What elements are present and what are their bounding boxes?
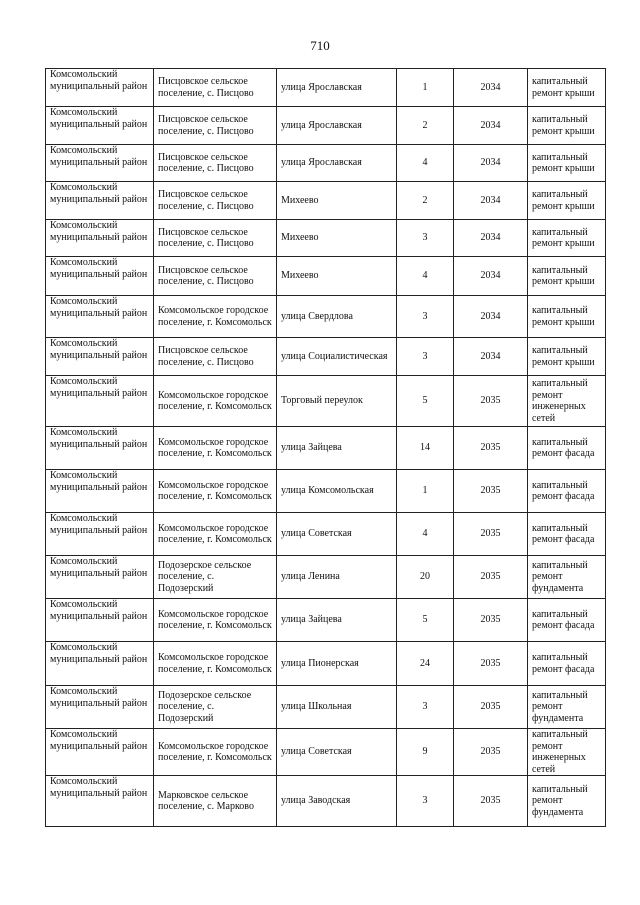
district-cell: Комсомольский муниципальный район: [46, 376, 154, 427]
work-type-cell: капитальный ремонт крыши: [528, 145, 606, 182]
settlement-cell: Комсомольское городское поселение, г. Комсомольск: [154, 729, 277, 776]
settlement-cell: Подозерское сельское поселение, с. Подозерский: [154, 686, 277, 729]
settlement-cell: Марковское сельское поселение, с. Марково: [154, 776, 277, 827]
settlement-cell: Писцовское сельское поселение, с. Писцово: [154, 338, 277, 376]
district-cell: Комсомольский муниципальный район: [46, 642, 154, 686]
work-type-cell: капитальный ремонт крыши: [528, 182, 606, 220]
work-type-cell: капитальный ремонт крыши: [528, 338, 606, 376]
work-type-cell: капитальный ремонт фасада: [528, 470, 606, 513]
street-cell: Михеево: [277, 257, 397, 296]
district-cell: Комсомольский муниципальный район: [46, 107, 154, 145]
work-type-cell: капитальный ремонт крыши: [528, 220, 606, 257]
settlement-cell: Комсомольское городское поселение, г. Комсомольск: [154, 376, 277, 427]
year-cell: 2035: [454, 513, 528, 556]
house-number-cell: 20: [397, 556, 454, 599]
house-number-cell: 3: [397, 220, 454, 257]
work-type-cell: капитальный ремонт фундамента: [528, 556, 606, 599]
district-cell: Комсомольский муниципальный район: [46, 599, 154, 642]
house-number-cell: 3: [397, 296, 454, 338]
house-number-cell: 4: [397, 145, 454, 182]
house-number-cell: 3: [397, 686, 454, 729]
settlement-cell: Писцовское сельское поселение, с. Писцово: [154, 107, 277, 145]
street-cell: улица Ярославская: [277, 145, 397, 182]
year-cell: 2034: [454, 145, 528, 182]
page-number: 710: [310, 38, 330, 53]
district-cell: Комсомольский муниципальный район: [46, 729, 154, 776]
district-cell: Комсомольский муниципальный район: [46, 470, 154, 513]
street-cell: улица Ленина: [277, 556, 397, 599]
settlement-cell: Писцовское сельское поселение, с. Писцово: [154, 257, 277, 296]
street-cell: улица Комсомольская: [277, 470, 397, 513]
house-number-cell: 1: [397, 470, 454, 513]
house-number-cell: 5: [397, 376, 454, 427]
district-cell: Комсомольский муниципальный район: [46, 296, 154, 338]
year-cell: 2035: [454, 729, 528, 776]
street-cell: улица Советская: [277, 513, 397, 556]
work-type-cell: капитальный ремонт фасада: [528, 427, 606, 470]
table-row: [46, 427, 606, 470]
house-number-cell: 4: [397, 257, 454, 296]
district-cell: Комсомольский муниципальный район: [46, 145, 154, 182]
settlement-cell: Писцовское сельское поселение, с. Писцово: [154, 220, 277, 257]
work-type-cell: капитальный ремонт крыши: [528, 69, 606, 107]
house-number-cell: 1: [397, 69, 454, 107]
work-type-cell: капитальный ремонт крыши: [528, 296, 606, 338]
table-row: [46, 729, 606, 776]
settlement-cell: Комсомольское городское поселение, г. Комсомольск: [154, 513, 277, 556]
house-number-cell: 2: [397, 182, 454, 220]
table-row: [46, 182, 606, 220]
table-row: [46, 107, 606, 145]
street-cell: улица Социалистическая: [277, 338, 397, 376]
year-cell: 2035: [454, 376, 528, 427]
house-number-cell: 14: [397, 427, 454, 470]
housing-repair-table: [45, 68, 606, 827]
work-type-cell: капитальный ремонт фундамента: [528, 686, 606, 729]
street-cell: Михеево: [277, 182, 397, 220]
district-cell: Комсомольский муниципальный район: [46, 556, 154, 599]
table-row: [46, 686, 606, 729]
year-cell: 2034: [454, 69, 528, 107]
district-cell: Комсомольский муниципальный район: [46, 338, 154, 376]
district-cell: Комсомольский муниципальный район: [46, 182, 154, 220]
street-cell: улица Свердлова: [277, 296, 397, 338]
table-row: [46, 376, 606, 427]
street-cell: улица Заводская: [277, 776, 397, 827]
house-number-cell: 5: [397, 599, 454, 642]
house-number-cell: 4: [397, 513, 454, 556]
year-cell: 2035: [454, 470, 528, 513]
year-cell: 2034: [454, 338, 528, 376]
house-number-cell: 3: [397, 776, 454, 827]
settlement-cell: Писцовское сельское поселение, с. Писцово: [154, 69, 277, 107]
settlement-cell: Подозерское сельское поселение, с. Подозерский: [154, 556, 277, 599]
district-cell: Комсомольский муниципальный район: [46, 69, 154, 107]
year-cell: 2034: [454, 182, 528, 220]
year-cell: 2034: [454, 107, 528, 145]
work-type-cell: капитальный ремонт фасада: [528, 599, 606, 642]
settlement-cell: Комсомольское городское поселение, г. Комсомольск: [154, 599, 277, 642]
district-cell: Комсомольский муниципальный район: [46, 257, 154, 296]
year-cell: 2035: [454, 686, 528, 729]
district-cell: Комсомольский муниципальный район: [46, 513, 154, 556]
table-row: [46, 470, 606, 513]
work-type-cell: капитальный ремонт фасада: [528, 513, 606, 556]
work-type-cell: капитальный ремонт инженерных сетей: [528, 376, 606, 427]
year-cell: 2034: [454, 220, 528, 257]
street-cell: улица Зайцева: [277, 599, 397, 642]
year-cell: 2035: [454, 776, 528, 827]
year-cell: 2034: [454, 257, 528, 296]
district-cell: Комсомольский муниципальный район: [46, 427, 154, 470]
street-cell: улица Школьная: [277, 686, 397, 729]
district-cell: Комсомольский муниципальный район: [46, 220, 154, 257]
table-row: [46, 642, 606, 686]
work-type-cell: капитальный ремонт инженерных сетей: [528, 729, 606, 776]
street-cell: Михеево: [277, 220, 397, 257]
table-row: [46, 776, 606, 827]
table-row: [46, 296, 606, 338]
street-cell: улица Советская: [277, 729, 397, 776]
work-type-cell: капитальный ремонт крыши: [528, 257, 606, 296]
district-cell: Комсомольский муниципальный район: [46, 776, 154, 827]
table-row: [46, 69, 606, 107]
table-row: [46, 257, 606, 296]
street-cell: улица Пионерская: [277, 642, 397, 686]
street-cell: улица Ярославская: [277, 107, 397, 145]
table-row: [46, 513, 606, 556]
street-cell: Торговый переулок: [277, 376, 397, 427]
house-number-cell: 24: [397, 642, 454, 686]
table-row: [46, 145, 606, 182]
year-cell: 2035: [454, 599, 528, 642]
settlement-cell: Комсомольское городское поселение, г. Комсомольск: [154, 642, 277, 686]
work-type-cell: капитальный ремонт крыши: [528, 107, 606, 145]
work-type-cell: капитальный ремонт фасада: [528, 642, 606, 686]
house-number-cell: 2: [397, 107, 454, 145]
table-row: [46, 220, 606, 257]
table-row: [46, 338, 606, 376]
house-number-cell: 9: [397, 729, 454, 776]
street-cell: улица Ярославская: [277, 69, 397, 107]
house-number-cell: 3: [397, 338, 454, 376]
settlement-cell: Комсомольское городское поселение, г. Комсомольск: [154, 296, 277, 338]
settlement-cell: Писцовское сельское поселение, с. Писцово: [154, 182, 277, 220]
table-row: [46, 599, 606, 642]
table-row: [46, 556, 606, 599]
year-cell: 2035: [454, 427, 528, 470]
settlement-cell: Писцовское сельское поселение, с. Писцово: [154, 145, 277, 182]
year-cell: 2035: [454, 556, 528, 599]
district-cell: Комсомольский муниципальный район: [46, 686, 154, 729]
year-cell: 2035: [454, 642, 528, 686]
settlement-cell: Комсомольское городское поселение, г. Комсомольск: [154, 470, 277, 513]
settlement-cell: Комсомольское городское поселение, г. Комсомольск: [154, 427, 277, 470]
year-cell: 2034: [454, 296, 528, 338]
street-cell: улица Зайцева: [277, 427, 397, 470]
work-type-cell: капитальный ремонт фундамента: [528, 776, 606, 827]
